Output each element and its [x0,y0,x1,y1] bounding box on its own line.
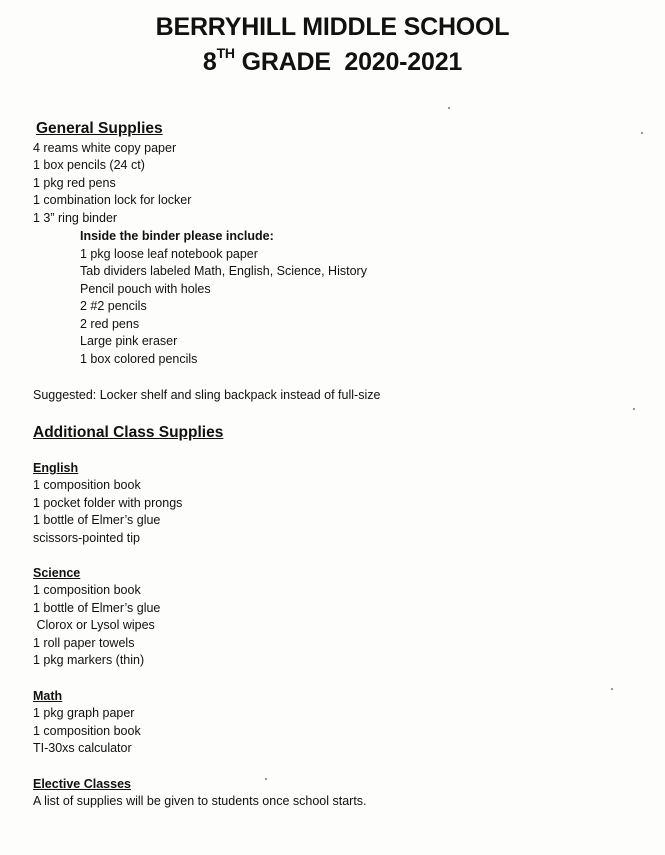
math-item: TI-30xs calculator [33,741,132,755]
binder-heading: Inside the binder please include: [80,229,274,243]
science-item: 1 bottle of Elmer’s glue [33,601,161,615]
science-item: 1 composition book [33,583,141,597]
school-title: BERRYHILL MIDDLE SCHOOL [155,13,510,41]
grade-number: 8 [202,48,217,76]
scan-speck [633,408,635,410]
elective-heading: Elective Classes [33,777,131,791]
scan-speck [448,107,450,109]
general-item: 1 pkg red pens [33,176,116,190]
grade-year-title [0,45,665,77]
english-item: 1 composition book [33,478,141,492]
scan-speck [641,132,643,134]
general-item: 1 3” ring binder [33,211,118,225]
suggested-note: Suggested: Locker shelf and sling backpack instead of full-size [33,388,381,402]
binder-item: Tab dividers labeled Math, English, Science, History [80,264,367,278]
science-heading: Science [33,566,81,580]
binder-item: Large pink eraser [80,334,178,348]
general-supplies-heading: General Supplies [36,120,163,137]
binder-item: 2 #2 pencils [80,299,147,313]
math-item: 1 composition book [33,724,141,738]
grade-suffix: TH [216,45,235,61]
math-heading: Math [33,689,63,703]
binder-item: Pencil pouch with holes [80,282,211,296]
math-item: 1 pkg graph paper [33,706,135,720]
grade-year-text: GRADE 2020-2021 [234,48,463,76]
science-item: Clorox or Lysol wipes [33,618,155,632]
binder-item: 2 red pens [80,317,140,331]
science-item: 1 pkg markers (thin) [33,653,145,667]
science-item: 1 roll paper towels [33,636,135,650]
general-item: 1 box pencils (24 ct) [33,158,145,172]
english-item: scissors-pointed tip [33,531,140,545]
english-heading: English [33,461,79,475]
english-item: 1 pocket folder with prongs [33,496,183,510]
scan-speck [611,688,613,690]
scan-speck [265,778,267,780]
binder-item: 1 pkg loose leaf notebook paper [80,247,258,261]
general-item: 1 combination lock for locker [33,193,192,207]
additional-supplies-heading: Additional Class Supplies [33,424,224,441]
elective-note: A list of supplies will be given to students once school starts. [33,794,367,808]
binder-item: 1 box colored pencils [80,352,198,366]
english-item: 1 bottle of Elmer’s glue [33,513,161,527]
general-item: 4 reams white copy paper [33,141,177,155]
